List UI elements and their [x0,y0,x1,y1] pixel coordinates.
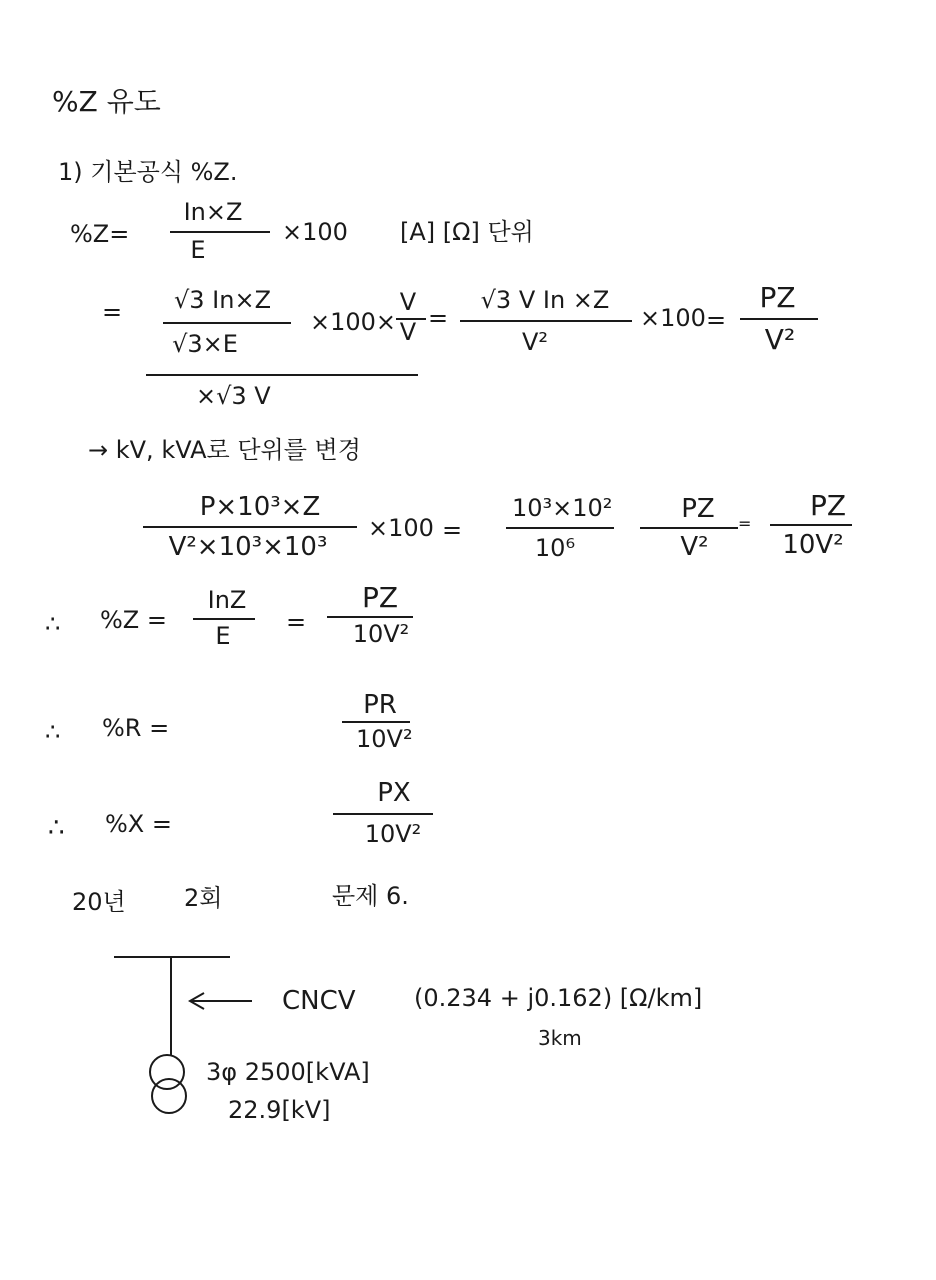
fraction-bar [327,616,413,618]
multiplier: ×100 [282,218,348,246]
fraction-bar [333,813,433,815]
fraction-denominator: 10⁶ [534,534,576,562]
transformer-rating: 3φ 2500[kVA] [206,1058,370,1086]
problem-label: 문제 6. [332,882,409,910]
cable-length: 3km [538,1026,582,1050]
fraction-denominator: V² [764,323,796,356]
equals-sign: = [428,304,449,332]
cable-impedance: (0.234 + j0.162) [Ω/km] [414,984,703,1012]
fraction-numerator: √3 V In ×Z [480,286,610,314]
equals-sign: = [442,516,463,544]
fraction-bar [506,527,614,529]
result-lhs: %R = [102,714,170,742]
fraction-bar [740,318,818,320]
fraction-bar [342,721,410,723]
therefore-symbol: ∴ [48,813,65,843]
fraction-bar [163,322,291,324]
result-lhs: %Z = [100,606,167,634]
fraction-numerator: P×10³×Z [199,492,321,522]
bus-line [114,956,230,958]
fraction-denominator-outer: ×√3 V [196,382,271,410]
therefore-symbol: ∴ [45,718,61,746]
fraction-denominator: V² [680,532,709,562]
fraction-denominator: V² [521,328,549,356]
cable-type: CNCV [282,986,356,1016]
problem-year: 20년 [72,888,126,916]
fraction-bar [770,524,852,526]
fraction-denominator: 10V² [352,620,410,648]
equals-sign: = [738,514,752,533]
fraction-denominator: E [190,236,206,264]
multiplier: ×100× [310,308,397,336]
fraction-denominator: 10V² [356,725,413,753]
fraction-numerator: PZ [759,281,796,314]
problem-round: 2회 [184,884,223,912]
transformer-voltage: 22.9[kV] [228,1096,331,1124]
fraction-bar [460,320,632,322]
fraction-numerator: 10³×10² [512,494,613,522]
fraction-numerator: In×Z [183,198,243,226]
fraction-denominator: E [215,622,231,650]
fraction-denominator: V²×10³×10³ [168,532,328,562]
unit-note: [A] [Ω] 단위 [400,218,534,246]
multiplier: ×100 [640,304,706,332]
equals-sign: = [102,298,123,326]
fraction-bar [143,526,357,528]
arrow-left-icon [186,990,256,1012]
fraction-denominator: 10V² [364,820,422,848]
section-heading: 1) 기본공식 %Z. [58,158,238,186]
fraction-denominator: √3×E [172,330,238,358]
equals-sign: = [286,608,307,636]
fraction-bar [193,618,255,620]
v-numerator: V [399,288,417,316]
transformer-symbol-icon [145,1050,195,1120]
page-title: %Z 유도 [52,85,161,118]
unit-conversion-note: → kV, kVA로 단위를 변경 [88,436,361,464]
fraction-numerator: PR [363,690,397,720]
fraction-numerator: √3 In×Z [173,286,272,314]
result-lhs: %X = [105,810,172,838]
fraction-denominator: 10V² [782,530,844,560]
fraction-numerator: InZ [207,586,247,614]
v-denominator: V [399,318,417,346]
fraction-numerator: PZ [361,581,399,614]
multiplier: ×100 [368,514,434,542]
pz-lhs: %Z= [70,220,130,248]
feeder-line [170,956,172,1056]
fraction-bar-outer [146,374,418,376]
fraction-bar [640,527,738,529]
equals-sign: = [706,306,727,334]
fraction-bar [170,231,270,233]
therefore-symbol: ∴ [45,610,61,638]
fraction-numerator: PX [377,778,411,808]
fraction-numerator: PZ [809,489,847,522]
fraction-numerator: PZ [681,494,715,524]
